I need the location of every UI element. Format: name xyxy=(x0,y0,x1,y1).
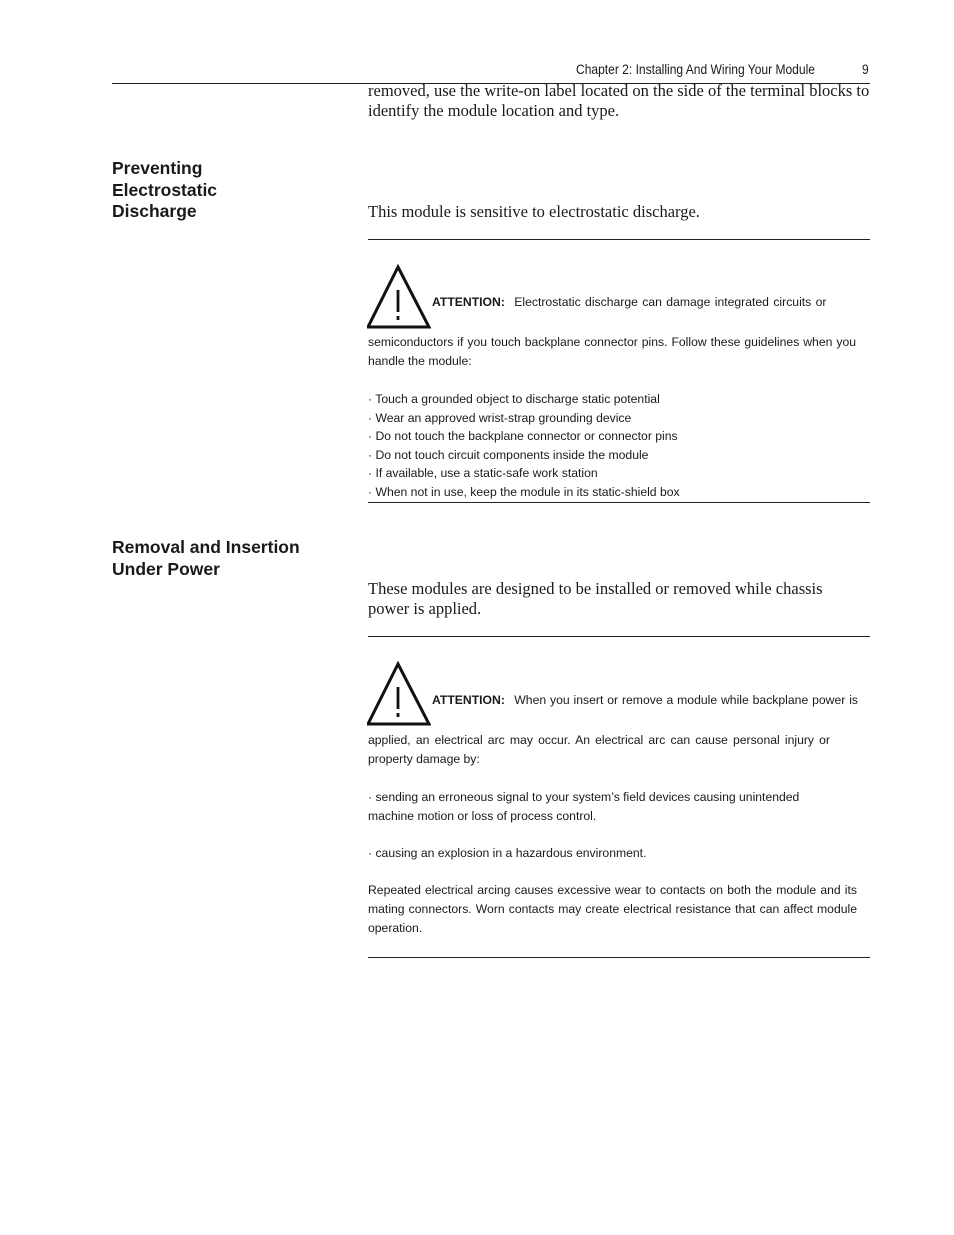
riup-body-text: These modules are designed to be installed or removed while chassis power is applied. xyxy=(368,579,823,618)
list-item: · Do not touch circuit components inside the module xyxy=(368,447,649,462)
list-item: · If available, use a static-safe work station xyxy=(368,466,598,481)
list-item: · When not in use, keep the module in its static-shield box xyxy=(368,484,680,499)
attention-label: ATTENTION: xyxy=(432,693,505,707)
riup-top-rule xyxy=(368,636,870,637)
riup-section-heading xyxy=(112,537,352,580)
esd-guidelines-list xyxy=(368,390,868,502)
intro-continuation: removed, use the write-on label located on the side of the terminal blocks to identify the module location and type. xyxy=(368,81,870,120)
attention-label: ATTENTION: xyxy=(432,295,505,309)
riup-attention-continuation: applied, an electrical arc may occur. An electrical arc can cause personal injury or property damage by: xyxy=(368,733,830,766)
list-item: · Do not touch the backplane connector or connector pins xyxy=(368,429,678,444)
esd-heading-line-1: Preventing xyxy=(112,158,203,178)
esd-bottom-rule xyxy=(368,502,870,503)
riup-heading-line-2: Under Power xyxy=(112,558,220,579)
riup-bottom-rule xyxy=(368,957,870,958)
riup-closing-paragraph: Repeated electrical arcing causes excessive wear to contacts on both the module and its mating connectors. Worn contacts may create electrical resistance that can affect module operation. xyxy=(368,883,857,935)
page-number: 9 xyxy=(862,61,869,77)
warning-triangle-icon xyxy=(367,264,431,330)
list-item: · Wear an approved wrist-strap grounding device xyxy=(368,410,632,425)
esd-attention-first-line xyxy=(432,293,826,312)
esd-section-heading xyxy=(112,158,342,223)
esd-heading-line-2: Electrostatic xyxy=(112,179,218,200)
running-header-chapter: Chapter 2: Installing And Wiring Your Module xyxy=(576,61,815,77)
esd-body-text: This module is sensitive to electrostatic discharge. xyxy=(368,202,700,221)
esd-attention-continuation: semiconductors if you touch backplane connector pins. Follow these guidelines when you handle the module: xyxy=(368,335,856,368)
riup-attention-text: When you insert or remove a module while backplane power is xyxy=(514,693,858,707)
riup-bullet-2: · causing an explosion in a hazardous environment. xyxy=(368,846,647,860)
esd-attention-text: Electrostatic discharge can damage integrated circuits or xyxy=(514,295,827,309)
riup-bullet-1: · sending an erroneous signal to your system’s field devices causing unintended machine motion or loss of process control. xyxy=(368,790,800,823)
list-item: · Touch a grounded object to discharge static potential xyxy=(368,392,660,406)
warning-triangle-icon xyxy=(367,661,431,727)
esd-top-rule xyxy=(368,239,870,240)
esd-heading-line-3: Discharge xyxy=(112,201,197,221)
riup-attention-first-line xyxy=(432,691,858,710)
riup-heading-line-1: Removal and Insertion xyxy=(112,537,300,557)
